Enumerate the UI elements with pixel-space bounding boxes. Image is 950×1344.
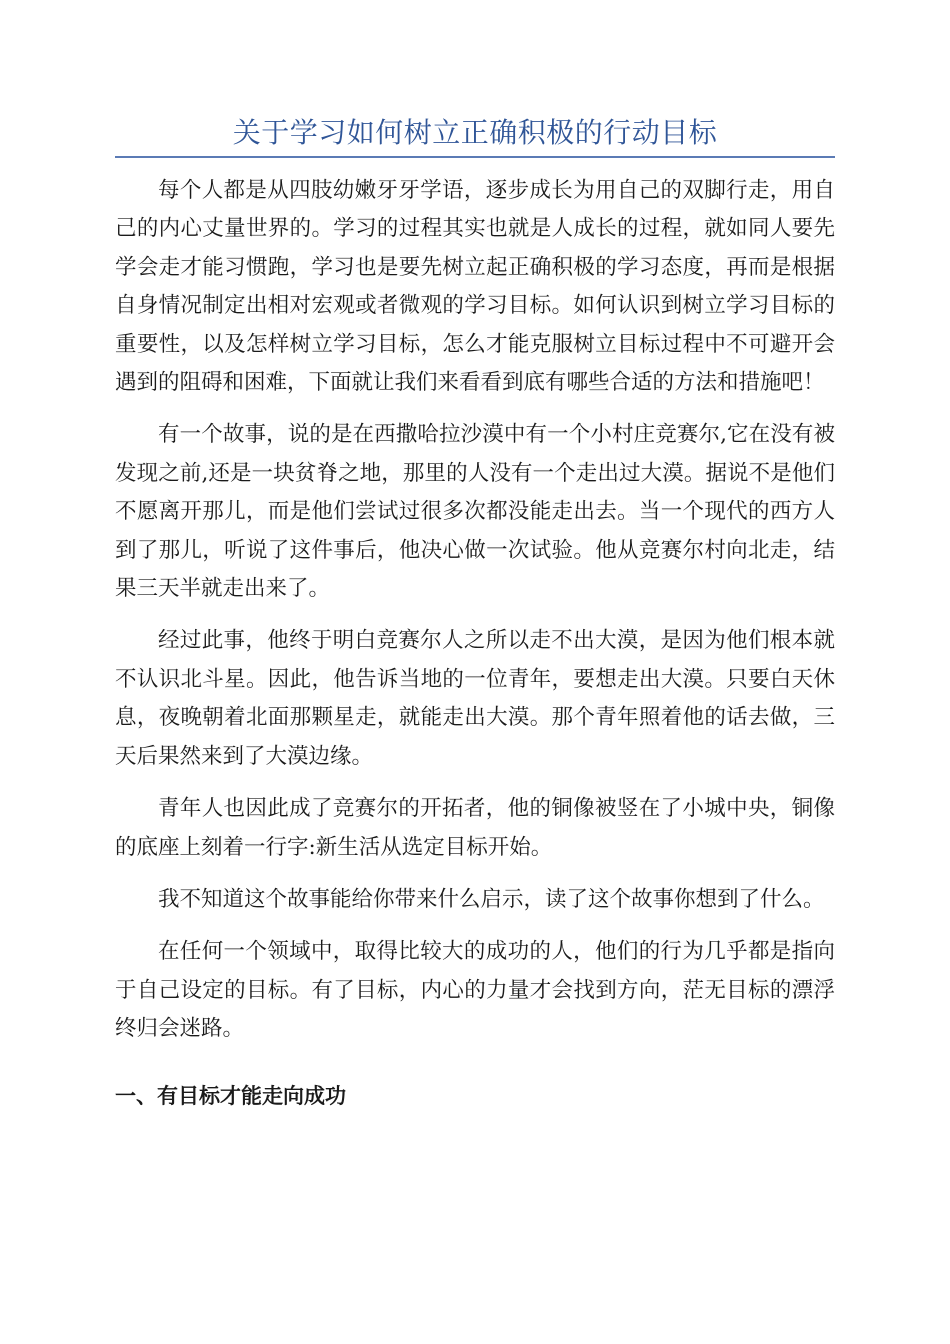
title-block (115, 110, 835, 158)
section-heading: 一、有目标才能走向成功 (115, 1083, 346, 1108)
paragraph-goals: 在任何一个领域中，取得比较大的成功的人，他们的行为几乎都是指向于自己设定的目标。有了目标，内心的力量才会找到方向，茫无目标的漂浮终归会迷路。 (115, 939, 835, 1042)
paragraph-north-star: 经过此事，他终于明白竞赛尔人之所以走不出大漠，是因为他们根本就不认识北斗星。因此，他告诉当地的一位青年，要想走出大漠。只要白天休息，夜晚朝着北面那颗星走，就能走出大漠。那个青年照着他的话去做，三天后果然来到了大漠边缘。 (115, 628, 835, 769)
document-title: 关于学习如何树立正确积极的行动目标 (232, 116, 718, 149)
paragraph-statue: 青年人也因此成了竞赛尔的开拓者，他的铜像被竖在了小城中央，铜像的底座上刻着一行字:新生活从选定目标开始。 (115, 796, 835, 860)
paragraph-story: 有一个故事，说的是在西撒哈拉沙漠中有一个小村庄竞赛尔,它在没有被发现之前,还是一块贫脊之地，那里的人没有一个走出过大漠。据说不是他们不愿离开那儿，而是他们尝试过很多次都没能走出去。当一个现代的西方人到了那儿，听说了这件事后，他决心做一次试验。他从竞赛尔村向北走，结果三天半就走出来了。 (115, 422, 835, 602)
paragraph-intro: 每个人都是从四肢幼嫩牙牙学语，逐步成长为用自己的双脚行走，用自己的内心丈量世界的。学习的过程其实也就是人成长的过程，就如同人要先学会走才能习惯跑，学习也是要先树立起正确积极的学习态度，再而是根据自身情况制定出相对宏观或者微观的学习目标。如何认识到树立学习目标的重要性，以及怎样树立学习目标，怎么才能克服树立目标过程中不可避开会遇到的阻碍和困难，下面就让我们来看看到底有哪些合适的方法和措施吧！ (115, 178, 835, 396)
document-body (115, 172, 835, 1115)
paragraph-reflection: 我不知道这个故事能给你带来什么启示，读了这个故事你想到了什么。 (158, 886, 825, 912)
